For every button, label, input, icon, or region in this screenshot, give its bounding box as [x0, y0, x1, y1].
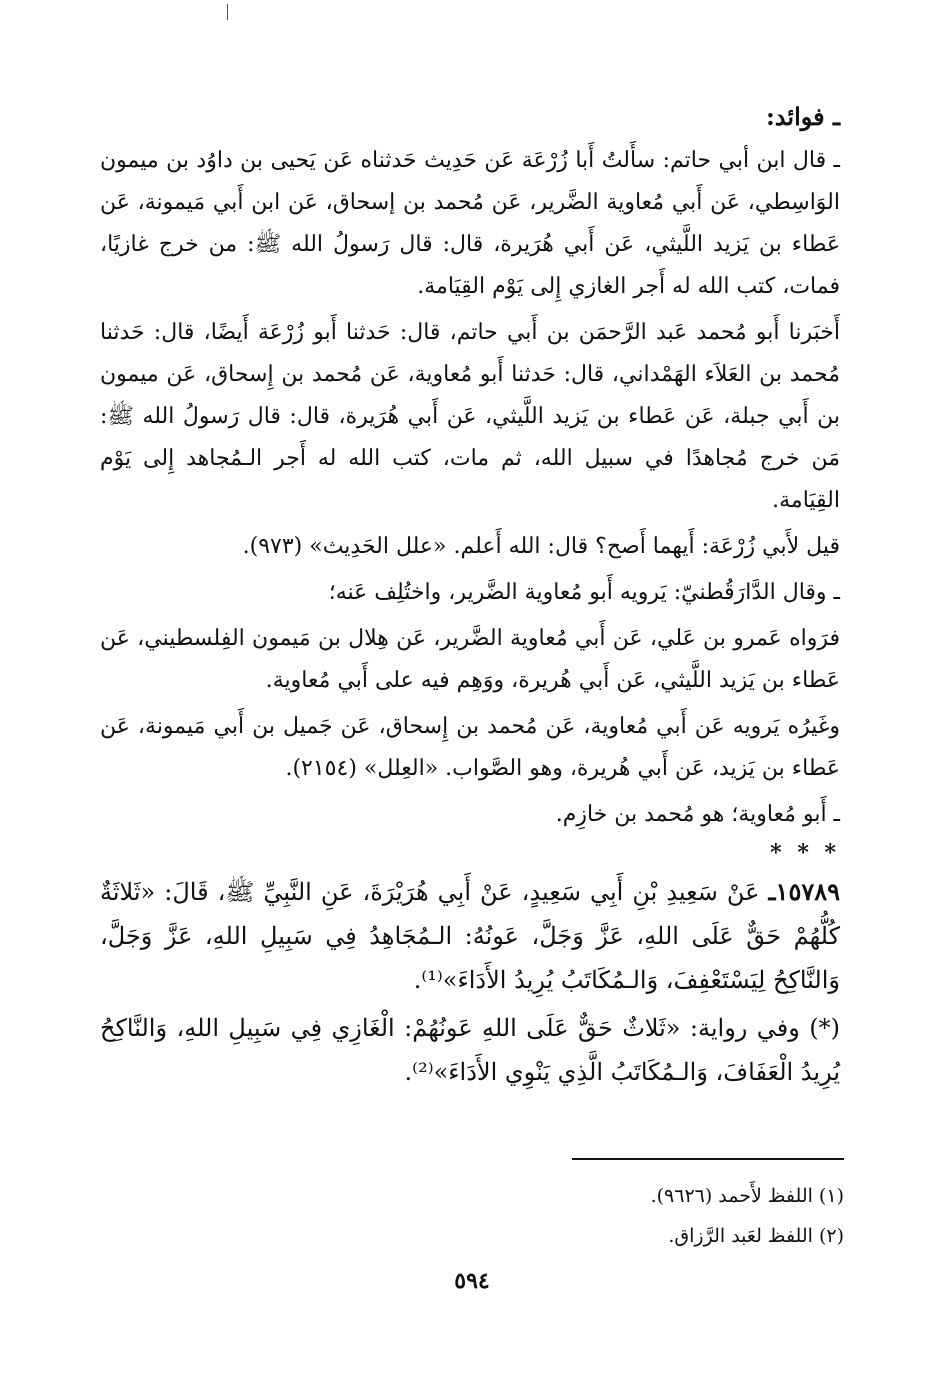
section-heading: ـ فوائد: [765, 102, 840, 131]
footnotes [344, 1176, 844, 1256]
paragraph-isnad-abu-zurah: أَخبَرنا أَبو مُحمد عَبد الرَّحمَن بن أَبي حاتم، قال: حَدثنا أَبو زُرْعَة أَيضًا، قال: حَدثنا مُحمد بن العَلاَء الهَمْداني، قال: حَدثنا أَبو مُعاوية، عَن مُحمد بن إِسحاق، عَن ميمون بن أَبي جبلة، عَن عَطاء بن يَزيد اللَّيثي، عَن أَبي هُرَيرة، قال: قال رَسولُ الله ﷺ: مَن خرج مُجاهدًا في سبيل الله، ثم مات، كتب الله له أَجر الـمُجاهد إِلى يَوْم القِيَامة. [100, 320, 840, 513]
footnote-divider [572, 1158, 844, 1160]
paragraph-amr-bin-ali: فرَواه عَمرو بن عَلي، عَن أَبي مُعاوية الضَّرير، عَن هِلال بن مَيمون الفِلسطيني، عَن عَطاء بن يَزيد اللَّيثي، عَن أَبي هُريرة، ووَهِم فيه على أَبي مُعاوية. [100, 626, 840, 693]
paragraph-abu-muawiya-note: ـ أَبو مُعاوية؛ هو مُحمد بن خازِم. [555, 802, 840, 827]
margin-tick-mark [227, 4, 228, 20]
hadith-block [100, 870, 840, 1002]
paragraph-daraqutni: ـ وقال الدَّارَقُطنيّ: يَرويه أَبو مُعاوية الضَّرير، واختُلِف عَنه؛ [328, 580, 840, 605]
page-number: ٥٩٤ [454, 1268, 490, 1294]
paragraph-abu-zurah-answer: قيل لأَبي زُرْعَة: أَيهما أَصح؟ قال: الله أَعلم. «علل الحَدِيث» (٩٧٣). [242, 534, 840, 559]
footnote-2: (٢) اللفظ لعَبد الرَّزاق. [668, 1225, 844, 1247]
paragraph-abi-hatim-question: ـ قال ابن أبي حاتم: سأَلتُ أَبا زُرْعَة عَن حَدِيث حَدثناه عَن يَحيى بن داوُد بن ميمون الوَاسِطي، عَن أَبي مُعاوية الضَّرير، عَن مُحمد بن إسحاق، عَن ابن أَبي مَيمونة، عَن عَطاء بن يَزيد اللَّيثي، عَن أَبي هُرَيرة، قال: قال رَسولُ الله ﷺ: من خرج غازيًا، فمات، كتب الله له أَجر الغازي إِلى يَوْم القِيَامة. [100, 148, 840, 299]
hadith-number: ١٥٧٨٩ـ [768, 877, 840, 906]
hadith-text: عَنْ سَعِيدِ بْنِ أَبِي سَعِيدٍ، عَنْ أَبِي هُرَيْرَةَ، عَنِ النَّبِيِّ ﷺ، قَالَ: «ثَلاثَةٌ كُلُّهُمْ حَقٌّ عَلَى اللهِ، عَزَّ وَجَلَّ، عَونُهُ: الـمُجَاهِدُ فِي سَبِيلِ اللهِ، عَزَّ وَجَلَّ، وَالنَّاكِحُ لِيَسْتَعْفِفَ، وَالـمُكَاتَبُ يُرِيدُ الأَدَاءَ»⁽¹⁾. [100, 878, 840, 994]
hadith-variant: (*) وفي رواية: «ثَلاثٌ حَقٌّ عَلَى اللهِ عَونُهُمْ: الْغَازِي فِي سَبِيلِ اللهِ، وَالنَّاكِحُ يُرِيدُ الْعَفَافَ، وَالـمُكَاتَبُ الَّذِي يَنْوِي الأَدَاءَ»⁽²⁾. [100, 1014, 840, 1086]
footnote-1: (١) اللفظ لأَحمد (٩٦٢٦). [650, 1185, 844, 1207]
section-separator: * * * [770, 840, 840, 866]
paragraph-others-narration: وغَيرُه يَرويه عَن أَبي مُعاوية، عَن مُحمد بن إِسحاق، عَن جَميل بن أَبي مَيمونة، عَن عَطاء بن يَزيد، عَن أَبي هُريرة، وهو الصَّواب. «العِلل» (٢١٥٤). [100, 714, 840, 781]
main-text [100, 100, 840, 1094]
